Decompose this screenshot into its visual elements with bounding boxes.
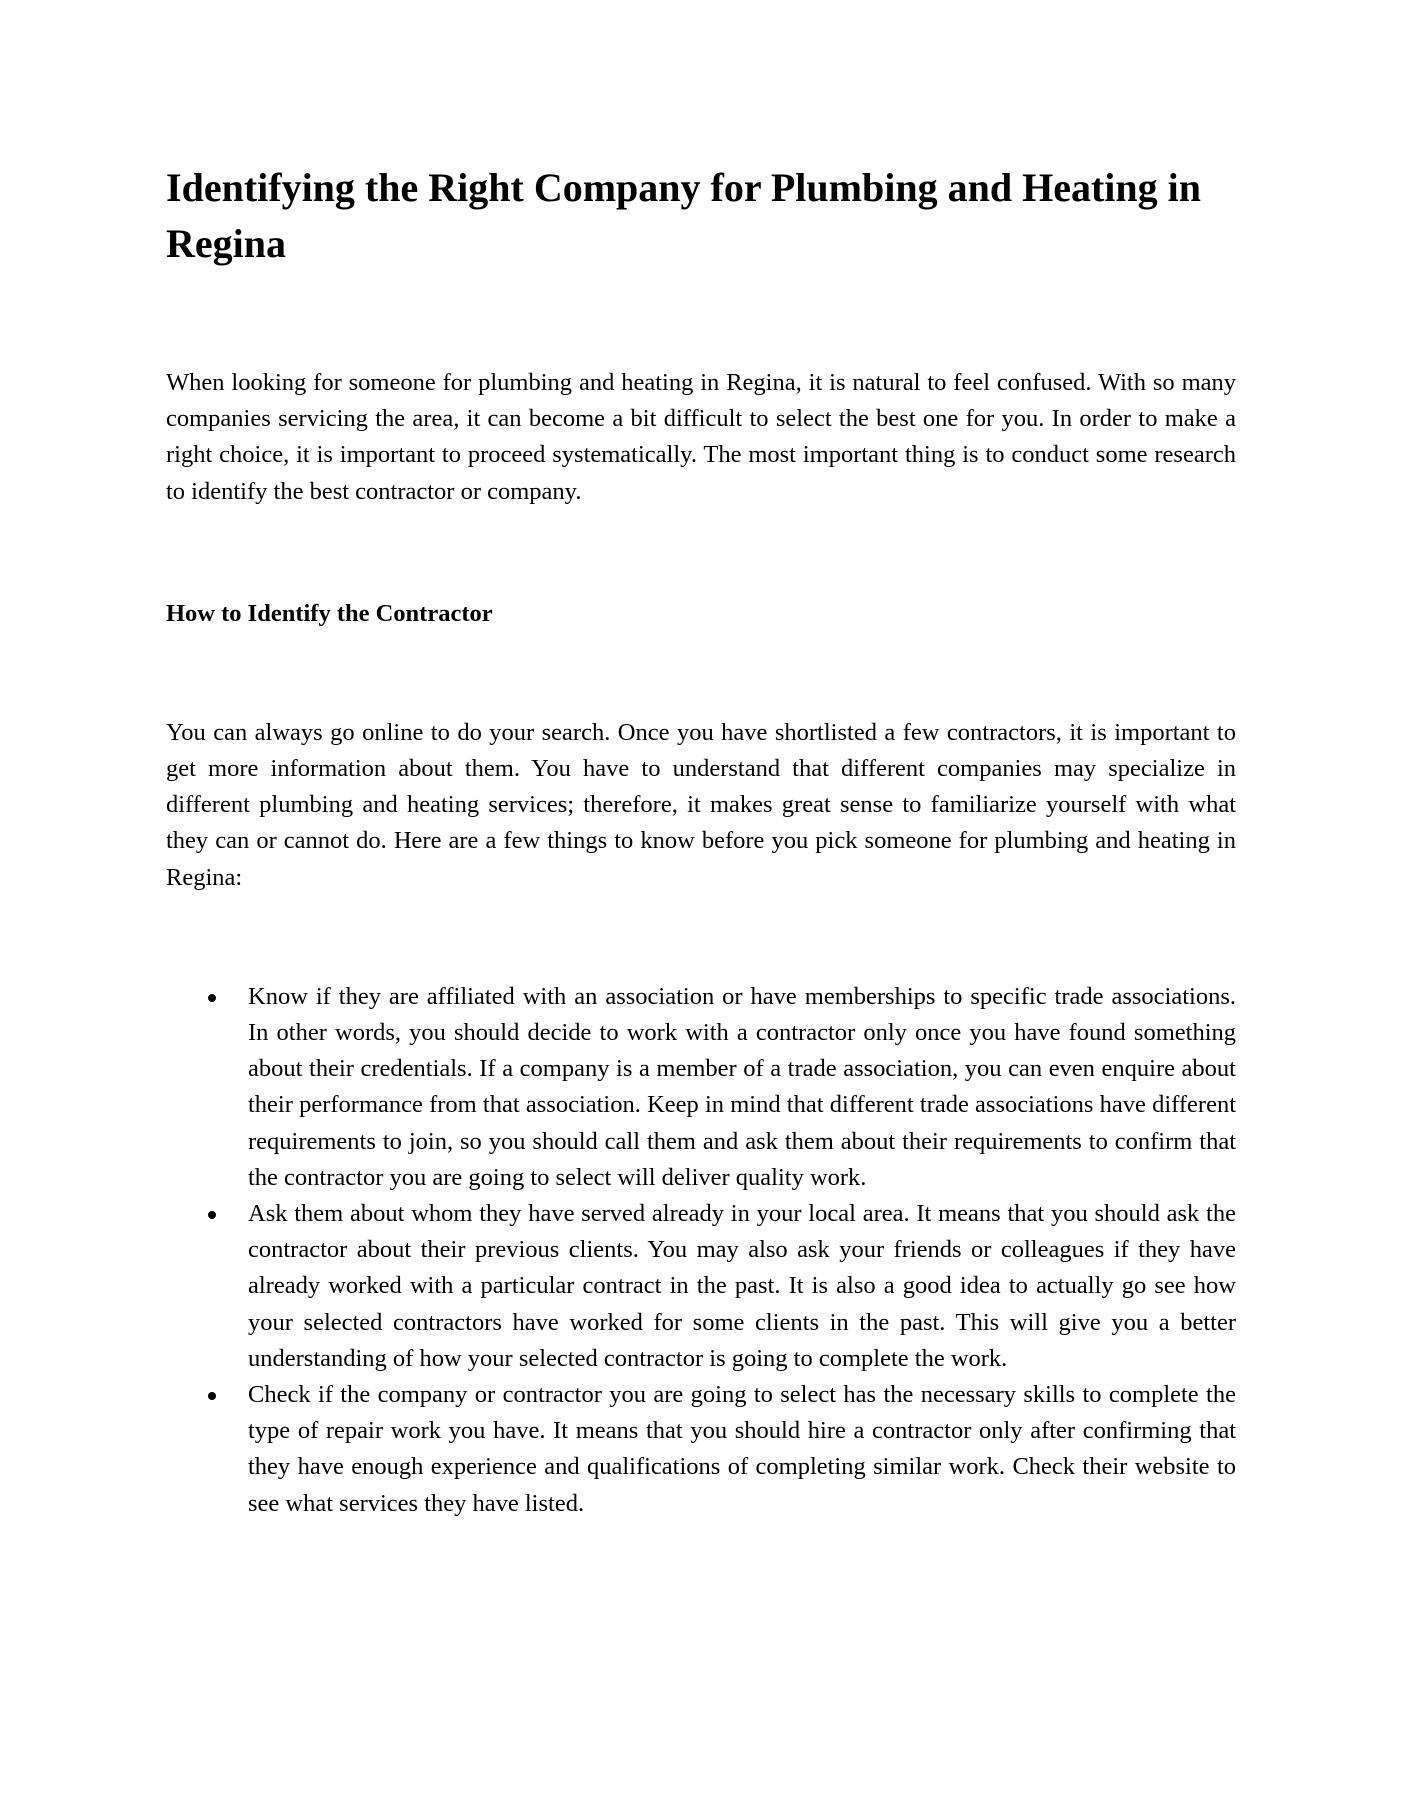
list-item: [166, 979, 1236, 1196]
document-title: Identifying the Right Company for Plumbing and Heating in Regina: [166, 165, 1201, 266]
bullet-icon: [208, 994, 216, 1002]
section-paragraph: You can always go online to do your search. Once you have shortlisted a few contractors, it is important to get more information about them. You have to understand that different companies may specialize in different plumbing and heating services; therefore, it makes great sense to familiarize yourself with what they can or cannot do. Here are a few things to know before you pick someone for plumbing and heating in Regina:: [166, 718, 1236, 891]
list-item-text: Ask them about whom they have served already in your local area. It means that you should ask the contractor about their previous clients. You may also ask your friends or colleagues if they have already worked with a particular contract in the past. It is also a good idea to actually go see how your selected contractors have worked for some clients in the past. This will give you a better understanding of how your selected contractor is going to complete the work.: [248, 1200, 1236, 1372]
document-body: [166, 160, 1236, 1522]
list-item: [166, 1377, 1236, 1522]
bullet-list: [166, 979, 1236, 1522]
list-item-text: Know if they are affiliated with an association or have memberships to specific trade associations. In other words, you should decide to work with a contractor only once you have found something about their credentials. If a company is a member of a trade association, you can even enquire about their performance from that association. Keep in mind that different trade associations have different requirements to join, so you should call them and ask them about their requirements to confirm that the contractor you are going to select will deliver quality work.: [248, 982, 1236, 1191]
bullet-icon: [208, 1392, 216, 1400]
bullet-icon: [208, 1211, 216, 1219]
intro-paragraph: When looking for someone for plumbing and heating in Regina, it is natural to feel confused. With so many companies servicing the area, it can become a bit difficult to select the best one for you. In order to make a right choice, it is important to proceed systematically. The most important thing is to conduct some research to identify the best contractor or company.: [166, 369, 1236, 505]
list-item-text: Check if the company or contractor you are going to select has the necessary skills to complete the type of repair work you have. It means that you should hire a contractor only after confirming that they have enough experience and qualifications of completing similar work. Check their website to see what services they have listed.: [248, 1381, 1236, 1517]
list-item: [166, 1196, 1236, 1377]
section-heading: How to Identify the Contractor: [166, 599, 493, 627]
